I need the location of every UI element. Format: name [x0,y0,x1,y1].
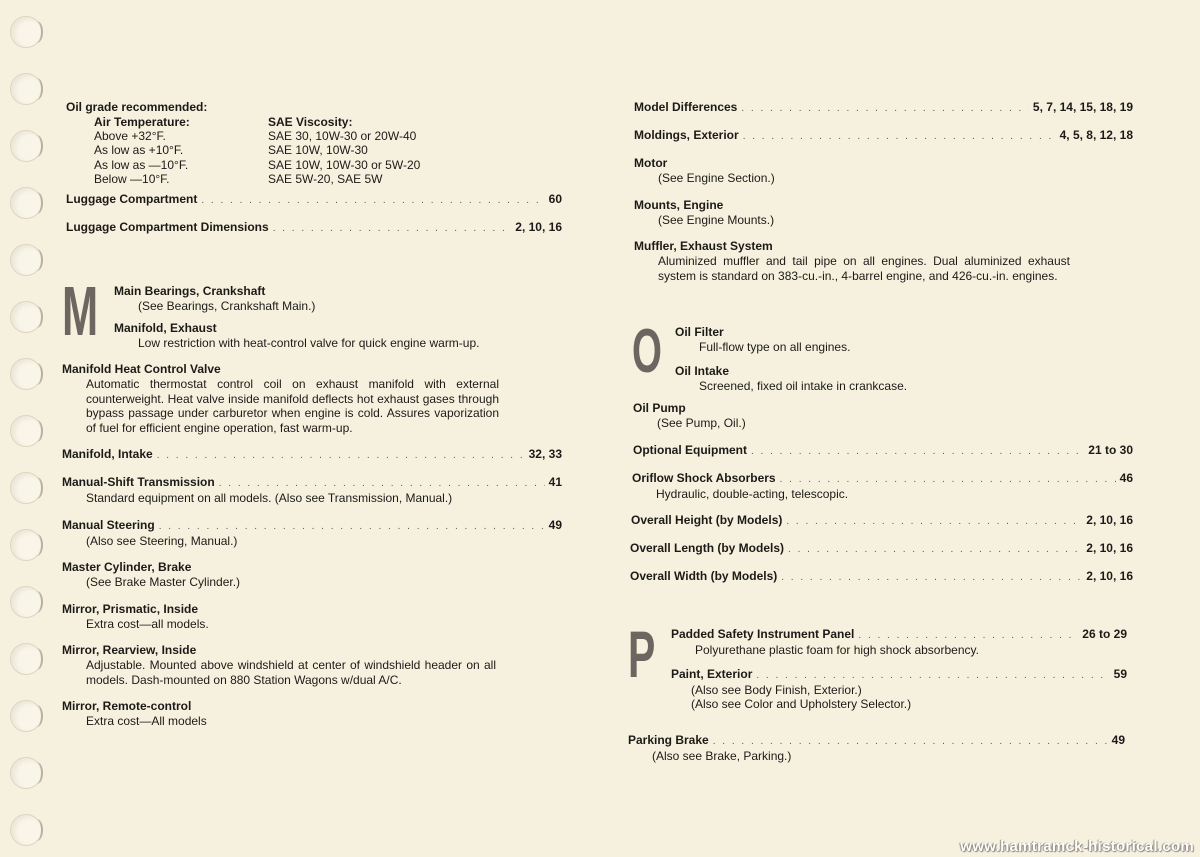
entry-desc: Polyurethane plastic foam for high shock absorbency. [695,643,979,657]
leader-dots [786,514,1082,529]
oil-pump-entry [628,401,1133,431]
manifold-intake-entry [62,447,562,463]
model-differences-entry [628,100,1133,116]
entry-title: Mirror, Rearview, Inside [62,643,197,658]
entry-desc: (See Pump, Oil.) [657,416,746,430]
air-temp-header: Air Temperature: [94,115,190,129]
leader-dots [743,129,1056,144]
parking-brake-entry [628,733,1133,764]
binder-hole [10,73,42,105]
page-ref: 2, 10, 16 [515,220,562,235]
entry-desc: (Also see Color and Upholstery Selector.) [691,697,912,711]
section-letter-m: M [62,272,99,351]
entry-title: Parking Brake [628,733,709,747]
overall-length-entry [628,541,1133,557]
entry-title: Luggage Compartment [66,192,198,207]
manifold-heat-entry [62,362,562,435]
master-cylinder-entry [62,560,562,590]
binder-hole [10,586,42,618]
oil-intake-title: Oil Intake [675,363,730,378]
entry-title: Overall Length (by Models) [630,541,785,555]
mirror-remote-entry [62,699,562,729]
page-ref: 49 [548,517,562,532]
entry-desc: (Also see Steering, Manual.) [86,533,238,548]
optional-equipment-entry [628,443,1133,459]
main-bearings-desc: (See Bearings, Crankshaft Main.) [138,299,316,314]
page-ref: 2, 10, 16 [1086,569,1133,583]
entry-title: Muffler, Exhaust System [634,239,773,253]
sae-cell: SAE 10W, 10W-30 or 5W-20 [268,157,421,172]
muffler-entry [628,239,1133,283]
moldings-entry [628,128,1133,144]
binder-hole [10,301,42,333]
entry-desc: (Also see Body Finish, Exterior.) [691,682,862,697]
entry-title: Mirror, Remote-control [62,699,192,714]
leader-dots [273,221,512,236]
oriflow-entry [628,471,1133,502]
section-letter-o: O [632,317,662,386]
entry-title: Motor [634,156,668,170]
page-ref: 41 [548,475,562,490]
temp-cell: As low as —10°F. [94,157,189,172]
page-ref: 49 [1111,733,1125,747]
entry-desc: Aluminized muffler and tail pipe on all engines. Dual aluminized exhaust system is standard on 383-cu.-in., 4-barrel engine, and 426-cu.-in. engines. [658,254,1070,283]
leader-dots [159,519,545,534]
entry-title: Oriflow Shock Absorbers [632,470,776,485]
overall-height-entry [628,513,1133,529]
sae-cell: SAE 10W, 10W-30 [268,143,368,158]
section-m [62,272,562,356]
entry-title: Paint, Exterior [671,666,753,681]
entry-desc: Hydraulic, double-acting, telescopic. [656,486,849,501]
temp-cell: As low as +10°F. [94,143,184,158]
leader-dots [201,193,544,208]
entry-title: Manual-Shift Transmission [62,475,215,490]
section-o [628,317,1133,395]
luggage-dimensions-entry [62,220,562,236]
entry-title: Overall Height (by Models) [631,513,783,527]
entry-title: Manifold, Intake [62,447,153,462]
entry-title: Luggage Compartment Dimensions [66,220,269,235]
sae-cell: SAE 5W-20, SAE 5W [268,171,383,186]
entry-desc: Extra cost—All models [86,714,207,729]
binder-hole [10,244,42,276]
section-letter-p: P [628,617,656,691]
section-p [628,617,1133,723]
oil-grade-title: Oil grade recommended: [66,100,208,114]
binder-hole [10,757,42,789]
leader-dots [756,668,1109,683]
entry-desc: Automatic thermostat control coil on exhaust manifold with external counterweight. Heat valve inside manifold deflects hot exhaust gases through bypass passage under carburetor when engine is cold. Assures vaporization of fuel for efficient engine operation, fast warm-up. [86,377,499,435]
binder-hole [10,529,42,561]
entry-desc: Extra cost—all models. [86,616,209,631]
oil-intake-desc: Screened, fixed oil intake in crankcase. [699,378,908,393]
oil-grade-entry [62,100,562,186]
watermark: www.hamtramck-historical.com [960,838,1194,855]
mirror-prismatic-entry [62,602,562,632]
mounts-entry [628,198,1133,228]
overall-width-entry [628,569,1133,585]
temp-cell: Above +32°F. [94,129,166,144]
leader-dots [157,448,525,463]
leader-dots [741,101,1029,116]
left-column [62,100,562,729]
entry-desc: (See Engine Section.) [658,171,775,185]
oil-filter-desc: Full-flow type on all engines. [699,340,851,354]
page-ref: 5, 7, 14, 15, 18, 19 [1032,100,1133,114]
binder-hole [10,187,42,219]
entry-desc: (See Engine Mounts.) [658,212,775,227]
sae-viscosity-header: SAE Viscosity: [268,115,353,129]
manifold-exhaust-title: Manifold, Exhaust [114,320,217,335]
luggage-compartment-entry [62,192,562,208]
right-column [628,100,1133,764]
binder-hole [10,16,42,48]
leader-dots [780,472,1116,487]
mirror-rearview-entry [62,643,562,687]
entry-title: Optional Equipment [633,442,747,457]
binder-hole [10,700,42,732]
page-ref: 46 [1119,470,1133,485]
page-ref: 21 to 30 [1088,442,1133,457]
page-ref: 59 [1113,666,1127,681]
manual-steering-entry [62,518,562,549]
binder-holes [0,0,50,857]
entry-title: Manifold Heat Control Valve [62,362,221,377]
entry-desc: Standard equipment on all models. (Also see Transmission, Manual.) [86,491,453,506]
entry-title: Padded Safety Instrument Panel [671,627,855,641]
page-ref: 32, 33 [528,447,562,462]
binder-hole [10,358,42,390]
manual-shift-entry [62,475,562,506]
entry-desc: (See Brake Master Cylinder.) [86,575,241,590]
entry-title: Moldings, Exterior [634,128,739,142]
entry-desc: Adjustable. Mounted above windshield at center of windshield header on all models. Dash-mounted on 880 Station Wagons w/dual A/C. [86,658,496,687]
entry-title: Mounts, Engine [634,197,724,212]
entry-title: Master Cylinder, Brake [62,560,192,575]
page-ref: 2, 10, 16 [1086,513,1133,527]
page-ref: 2, 10, 16 [1086,541,1133,555]
oil-grade-table [66,115,562,186]
main-bearings-title: Main Bearings, Crankshaft [114,284,266,299]
binder-hole [10,643,42,675]
binder-hole [10,814,42,846]
page-ref: 60 [548,192,562,207]
oil-filter-title: Oil Filter [675,325,724,339]
binder-hole [10,472,42,504]
page-ref: 4, 5, 8, 12, 18 [1059,128,1133,142]
leader-dots [219,476,545,491]
binder-hole [10,415,42,447]
entry-title: Oil Pump [633,401,686,415]
entry-title: Overall Width (by Models) [630,569,778,583]
leader-dots [781,570,1082,585]
entry-title: Manual Steering [62,517,155,532]
temp-cell: Below —10°F. [94,171,170,186]
leader-dots [788,542,1082,557]
binder-hole [10,130,42,162]
leader-dots [858,628,1078,643]
leader-dots [751,444,1084,459]
entry-title: Mirror, Prismatic, Inside [62,601,199,616]
sae-cell: SAE 30, 10W-30 or 20W-40 [268,129,417,144]
manifold-exhaust-desc: Low restriction with heat-control valve for quick engine warm-up. [138,335,480,350]
entry-title: Model Differences [634,100,738,114]
entry-desc: (Also see Brake, Parking.) [652,749,792,763]
leader-dots [713,734,1108,749]
motor-entry [628,156,1133,186]
page-ref: 26 to 29 [1082,627,1127,641]
